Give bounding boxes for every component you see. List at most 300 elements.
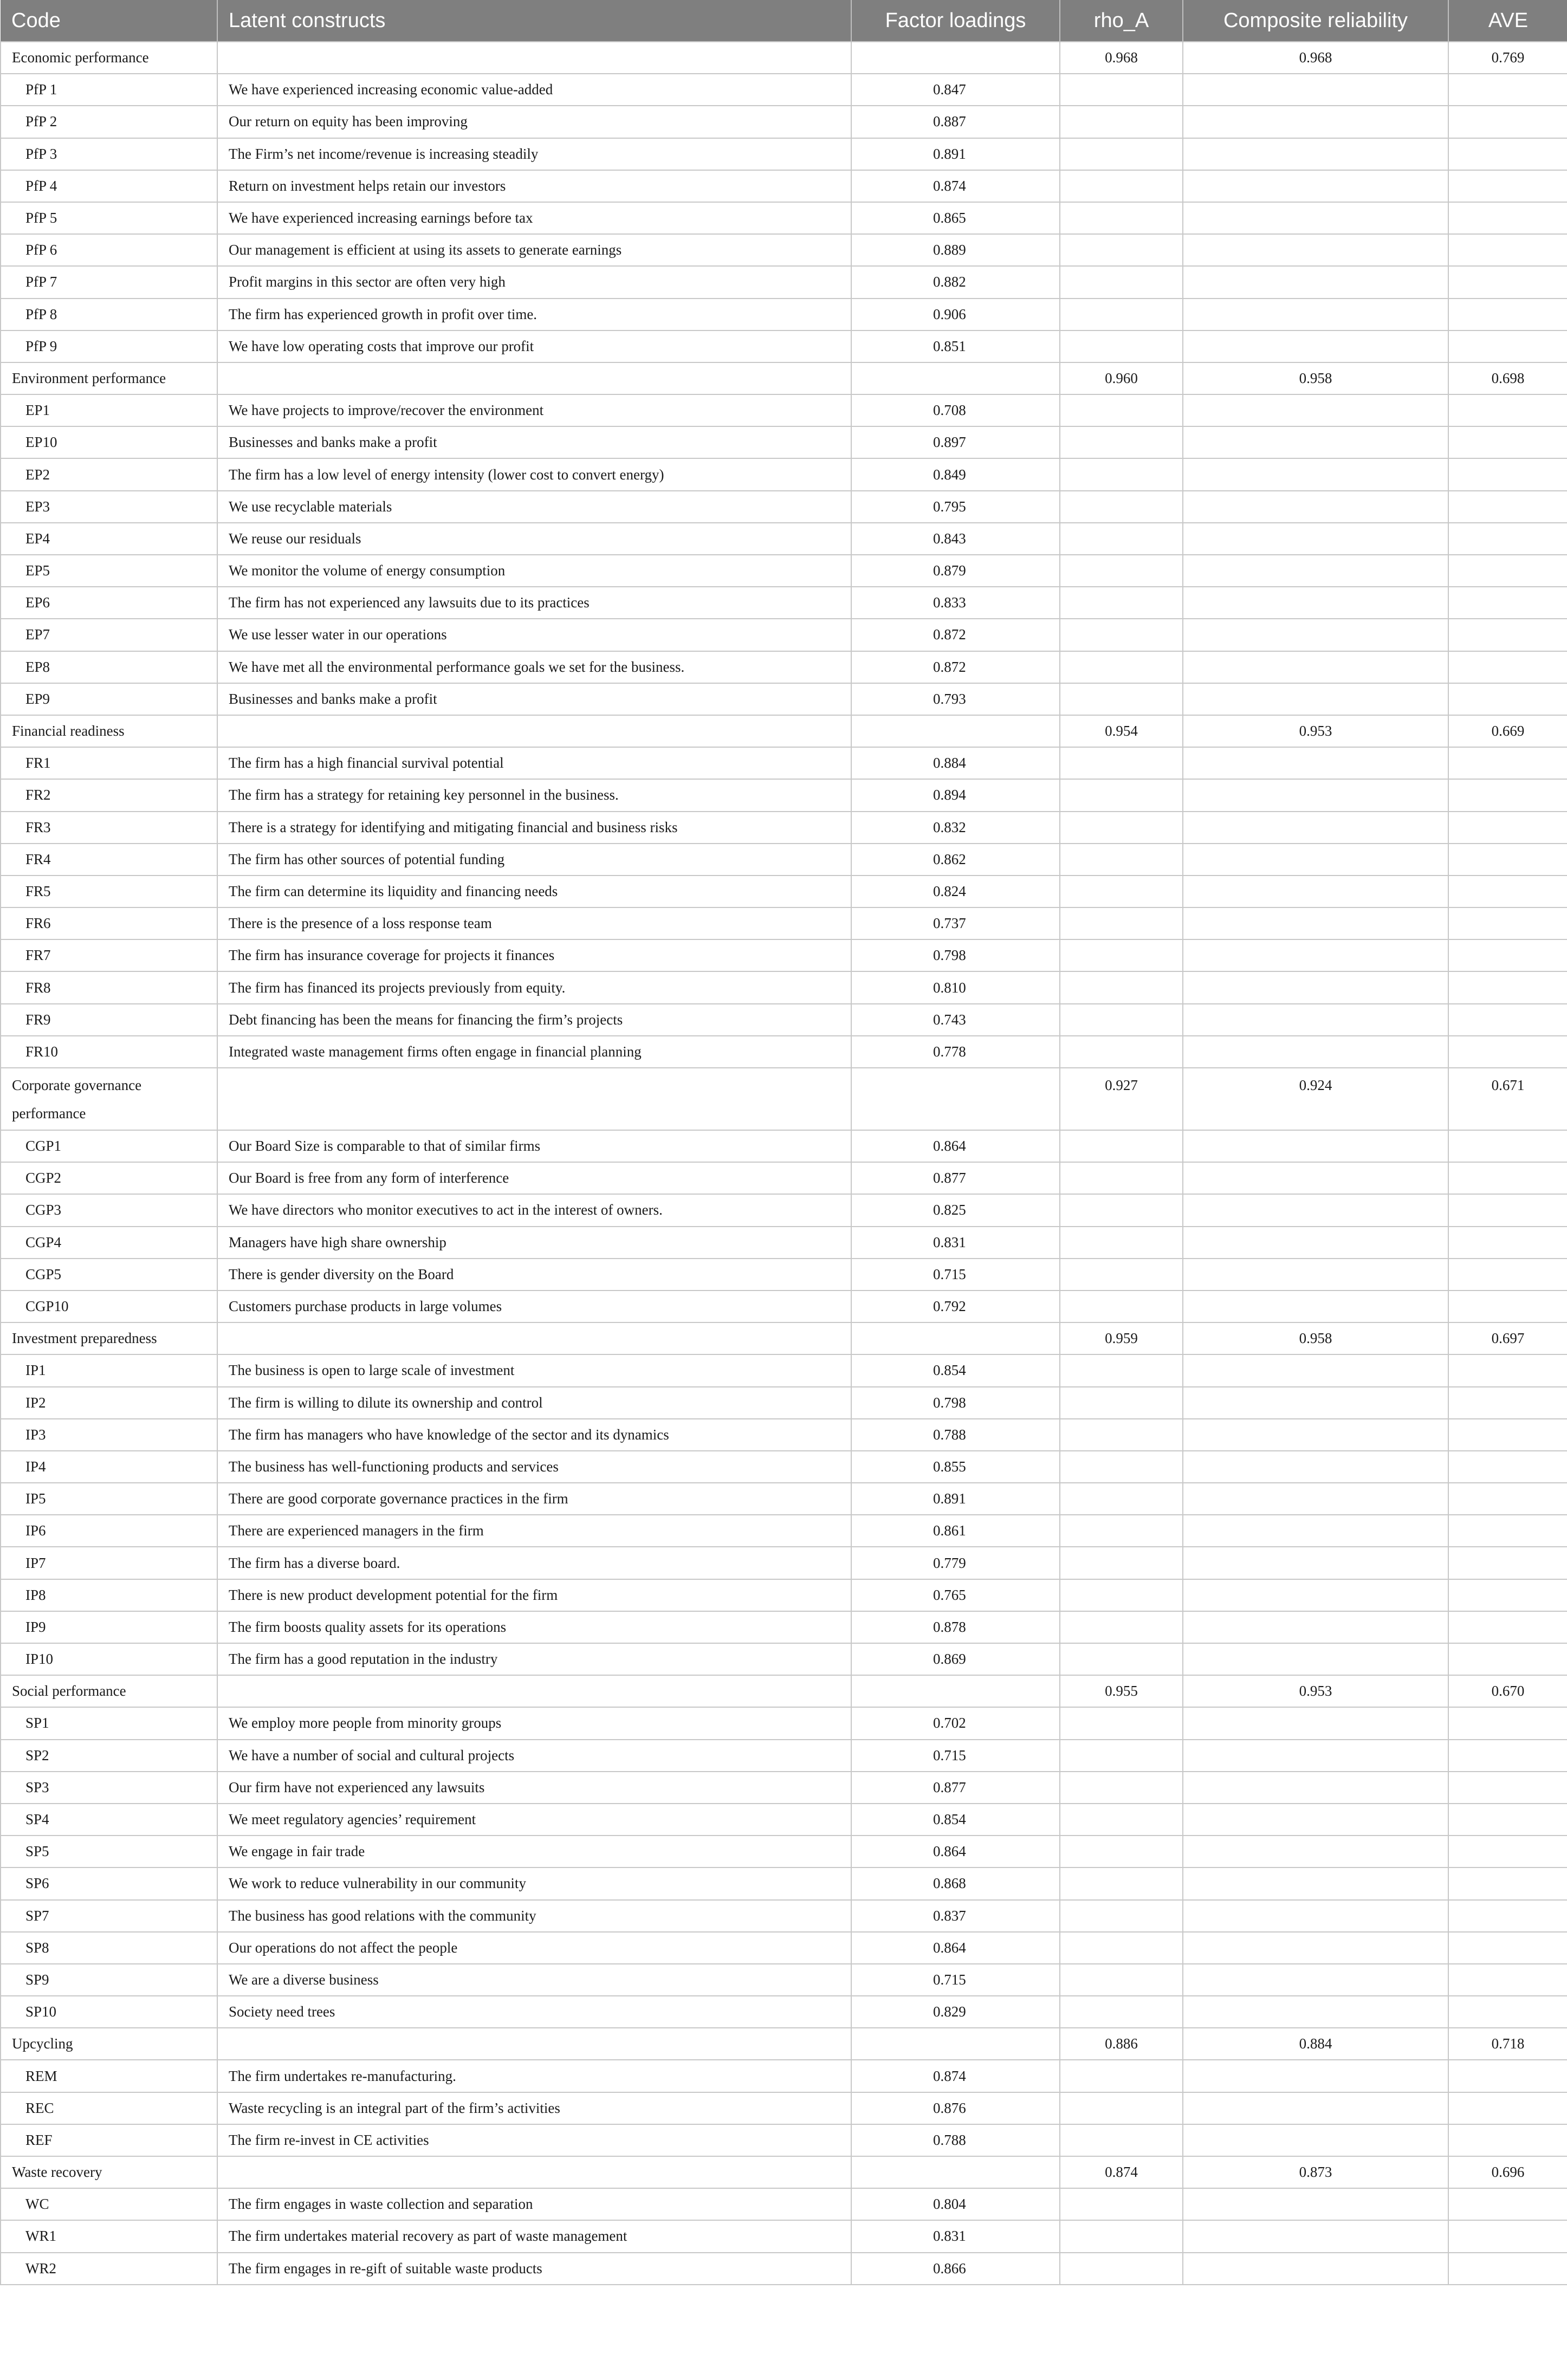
item-statement: Our firm have not experienced any lawsuits: [217, 1772, 851, 1804]
factor-loading-value: 0.831: [851, 1227, 1060, 1259]
empty-cell: [1183, 523, 1448, 555]
construct-blank-cell: [851, 2156, 1060, 2188]
empty-cell: [1448, 1707, 1567, 1739]
item-statement: The firm has a good reputation in the industry: [217, 1643, 851, 1675]
construct-blank-cell: [217, 2028, 851, 2060]
empty-cell: [1448, 1162, 1567, 1194]
empty-cell: [1448, 2060, 1567, 2092]
empty-cell: [1448, 812, 1567, 844]
factor-loading-value: 0.889: [851, 234, 1060, 266]
construct-blank-cell: [217, 1675, 851, 1707]
construct-blank-cell: [217, 1322, 851, 1354]
table-row: [1, 1194, 1567, 1226]
factor-loading-value: 0.864: [851, 1836, 1060, 1867]
item-statement: Managers have high share ownership: [217, 1227, 851, 1259]
item-statement: There are experienced managers in the firm: [217, 1515, 851, 1547]
table-row: [1, 1259, 1567, 1290]
empty-cell: [1448, 394, 1567, 426]
empty-cell: [1060, 2060, 1183, 2092]
factor-loading-value: 0.847: [851, 74, 1060, 106]
item-code: EP8: [1, 651, 217, 683]
item-statement: The firm boosts quality assets for its operations: [217, 1611, 851, 1643]
composite-reliability-value: 0.953: [1183, 715, 1448, 747]
empty-cell: [1183, 1867, 1448, 1899]
table-row: [1, 1611, 1567, 1643]
item-code: REC: [1, 2092, 217, 2124]
factor-loading-value: 0.793: [851, 683, 1060, 715]
table-row: [1, 523, 1567, 555]
empty-cell: [1183, 587, 1448, 619]
empty-cell: [1060, 939, 1183, 971]
empty-cell: [1060, 651, 1183, 683]
factor-loading-value: 0.874: [851, 2060, 1060, 2092]
item-code: IP10: [1, 1643, 217, 1675]
table-row: [1, 330, 1567, 362]
item-code: FR10: [1, 1036, 217, 1068]
empty-cell: [1183, 1004, 1448, 1036]
item-statement: We meet regulatory agencies’ requirement: [217, 1804, 851, 1836]
factor-loading-value: 0.831: [851, 2220, 1060, 2252]
empty-cell: [1448, 74, 1567, 106]
factor-loading-value: 0.832: [851, 812, 1060, 844]
empty-cell: [1183, 106, 1448, 138]
factor-loading-value: 0.843: [851, 523, 1060, 555]
factor-loading-value: 0.854: [851, 1354, 1060, 1386]
empty-cell: [1060, 234, 1183, 266]
item-code: CGP10: [1, 1290, 217, 1322]
item-statement: Our Board is free from any form of interference: [217, 1162, 851, 1194]
empty-cell: [1060, 202, 1183, 234]
empty-cell: [1448, 1387, 1567, 1419]
factor-loading-value: 0.825: [851, 1194, 1060, 1226]
item-code: PfP 4: [1, 170, 217, 202]
table-row: [1, 1290, 1567, 1322]
item-statement: Businesses and banks make a profit: [217, 426, 851, 458]
construct-name: Financial readiness: [1, 715, 217, 747]
factor-loading-value: 0.715: [851, 1964, 1060, 1996]
item-statement: We are a diverse business: [217, 1964, 851, 1996]
empty-cell: [1060, 1036, 1183, 1068]
construct-name: Social performance: [1, 1675, 217, 1707]
empty-cell: [1060, 1772, 1183, 1804]
table-row: [1, 234, 1567, 266]
empty-cell: [1060, 1836, 1183, 1867]
table-row: [1, 812, 1567, 844]
table-row: [1, 1227, 1567, 1259]
item-statement: The firm re-invest in CE activities: [217, 2124, 851, 2156]
empty-cell: [1183, 1707, 1448, 1739]
table-row: [1, 1387, 1567, 1419]
rho-a-value: 0.886: [1060, 2028, 1183, 2060]
empty-cell: [1448, 1964, 1567, 1996]
item-code: SP10: [1, 1996, 217, 2028]
composite-reliability-value: 0.953: [1183, 1675, 1448, 1707]
empty-cell: [1060, 523, 1183, 555]
empty-cell: [1060, 170, 1183, 202]
empty-cell: [1060, 106, 1183, 138]
ave-value: 0.669: [1448, 715, 1567, 747]
item-code: EP1: [1, 394, 217, 426]
item-statement: The firm is willing to dilute its ownership and control: [217, 1387, 851, 1419]
empty-cell: [1183, 394, 1448, 426]
empty-cell: [1183, 1162, 1448, 1194]
item-code: FR9: [1, 1004, 217, 1036]
item-code: SP1: [1, 1707, 217, 1739]
construct-name: Upcycling: [1, 2028, 217, 2060]
table-row: [1, 2060, 1567, 2092]
factor-loading-value: 0.891: [851, 138, 1060, 170]
item-statement: The business has good relations with the community: [217, 1900, 851, 1932]
item-code: IP3: [1, 1419, 217, 1451]
empty-cell: [1060, 1964, 1183, 1996]
item-statement: Integrated waste management firms often engage in financial planning: [217, 1036, 851, 1068]
empty-cell: [1060, 2124, 1183, 2156]
empty-cell: [1448, 1900, 1567, 1932]
item-code: REM: [1, 2060, 217, 2092]
empty-cell: [1448, 1036, 1567, 1068]
item-statement: Society need trees: [217, 1996, 851, 2028]
table-row: [1, 426, 1567, 458]
empty-cell: [1183, 1740, 1448, 1772]
empty-cell: [1448, 2092, 1567, 2124]
table-row: [1, 1419, 1567, 1451]
item-code: CGP2: [1, 1162, 217, 1194]
item-code: SP6: [1, 1867, 217, 1899]
item-code: SP9: [1, 1964, 217, 1996]
empty-cell: [1060, 138, 1183, 170]
item-statement: We use recyclable materials: [217, 491, 851, 523]
factor-loading-value: 0.829: [851, 1996, 1060, 2028]
rho-a-value: 0.874: [1060, 2156, 1183, 2188]
item-statement: We have met all the environmental performance goals we set for the business.: [217, 651, 851, 683]
item-code: SP2: [1, 1740, 217, 1772]
factor-loading-value: 0.779: [851, 1547, 1060, 1579]
empty-cell: [1183, 747, 1448, 779]
item-statement: Waste recycling is an integral part of the firm’s activities: [217, 2092, 851, 2124]
table-row: [1, 619, 1567, 651]
factor-loading-value: 0.894: [851, 779, 1060, 811]
empty-cell: [1448, 555, 1567, 587]
construct-row: [1, 42, 1567, 74]
factor-loading-value: 0.798: [851, 1387, 1060, 1419]
construct-row: [1, 362, 1567, 394]
empty-cell: [1060, 1996, 1183, 2028]
header-row: [1, 0, 1567, 42]
table-row: [1, 587, 1567, 619]
item-code: FR1: [1, 747, 217, 779]
item-statement: The business has well-functioning products and services: [217, 1451, 851, 1483]
ave-value: 0.698: [1448, 362, 1567, 394]
empty-cell: [1060, 1227, 1183, 1259]
factor-loading-value: 0.868: [851, 1867, 1060, 1899]
empty-cell: [1183, 779, 1448, 811]
item-statement: The firm has not experienced any lawsuits due to its practices: [217, 587, 851, 619]
item-code: CGP4: [1, 1227, 217, 1259]
table-row: [1, 1515, 1567, 1547]
empty-cell: [1448, 587, 1567, 619]
construct-blank-cell: [217, 362, 851, 394]
empty-cell: [1183, 1419, 1448, 1451]
item-statement: The firm has a strategy for retaining key personnel in the business.: [217, 779, 851, 811]
empty-cell: [1183, 1836, 1448, 1867]
empty-cell: [1183, 330, 1448, 362]
empty-cell: [1183, 876, 1448, 907]
item-code: PfP 7: [1, 266, 217, 298]
rho-a-value: 0.955: [1060, 1675, 1183, 1707]
table-row: [1, 1130, 1567, 1162]
item-statement: Businesses and banks make a profit: [217, 683, 851, 715]
empty-cell: [1448, 1643, 1567, 1675]
table-row: [1, 266, 1567, 298]
empty-cell: [1448, 779, 1567, 811]
empty-cell: [1448, 330, 1567, 362]
composite-reliability-value: 0.924: [1183, 1068, 1448, 1130]
item-statement: There is new product development potential for the firm: [217, 1579, 851, 1611]
table-row: [1, 458, 1567, 490]
empty-cell: [1183, 1996, 1448, 2028]
empty-cell: [1060, 1804, 1183, 1836]
empty-cell: [1060, 779, 1183, 811]
empty-cell: [1183, 1130, 1448, 1162]
empty-cell: [1183, 1611, 1448, 1643]
empty-cell: [1060, 1354, 1183, 1386]
empty-cell: [1448, 1227, 1567, 1259]
empty-cell: [1183, 234, 1448, 266]
header-latent-constructs: Latent constructs: [217, 0, 851, 42]
empty-cell: [1183, 907, 1448, 939]
item-code: FR2: [1, 779, 217, 811]
item-statement: We have directors who monitor executives to act in the interest of owners.: [217, 1194, 851, 1226]
composite-reliability-value: 0.958: [1183, 1322, 1448, 1354]
item-code: IP9: [1, 1611, 217, 1643]
item-code: IP2: [1, 1387, 217, 1419]
factor-loading-value: 0.804: [851, 2188, 1060, 2220]
header-rho-a: rho_A: [1060, 0, 1183, 42]
table-row: [1, 1867, 1567, 1899]
empty-cell: [1183, 1387, 1448, 1419]
factor-loading-value: 0.855: [851, 1451, 1060, 1483]
table-row: [1, 1004, 1567, 1036]
construct-blank-cell: [217, 42, 851, 74]
factor-loading-value: 0.897: [851, 426, 1060, 458]
rho-a-value: 0.968: [1060, 42, 1183, 74]
empty-cell: [1183, 2188, 1448, 2220]
ave-value: 0.670: [1448, 1675, 1567, 1707]
empty-cell: [1448, 202, 1567, 234]
empty-cell: [1448, 1867, 1567, 1899]
table-row: [1, 491, 1567, 523]
empty-cell: [1183, 1579, 1448, 1611]
empty-cell: [1448, 1194, 1567, 1226]
factor-loading-value: 0.864: [851, 1932, 1060, 1964]
construct-row: [1, 2156, 1567, 2188]
item-code: EP7: [1, 619, 217, 651]
table-row: [1, 1162, 1567, 1194]
empty-cell: [1060, 299, 1183, 330]
empty-cell: [1060, 619, 1183, 651]
factor-loading-value: 0.788: [851, 1419, 1060, 1451]
empty-cell: [1448, 1451, 1567, 1483]
empty-cell: [1448, 1483, 1567, 1515]
empty-cell: [1060, 1259, 1183, 1290]
empty-cell: [1060, 1130, 1183, 1162]
table-row: [1, 683, 1567, 715]
empty-cell: [1448, 1740, 1567, 1772]
table-row: [1, 2253, 1567, 2285]
empty-cell: [1060, 2188, 1183, 2220]
factor-loading-value: 0.778: [851, 1036, 1060, 1068]
item-code: PfP 8: [1, 299, 217, 330]
empty-cell: [1060, 491, 1183, 523]
table-row: [1, 299, 1567, 330]
construct-blank-cell: [851, 1068, 1060, 1130]
table-row: [1, 1036, 1567, 1068]
factor-loading-value: 0.891: [851, 1483, 1060, 1515]
table-row: [1, 2220, 1567, 2252]
empty-cell: [1060, 1707, 1183, 1739]
construct-blank-cell: [217, 2156, 851, 2188]
table-row: [1, 1836, 1567, 1867]
table-row: [1, 202, 1567, 234]
factor-loading-value: 0.824: [851, 876, 1060, 907]
empty-cell: [1448, 426, 1567, 458]
empty-cell: [1183, 1900, 1448, 1932]
construct-row: [1, 715, 1567, 747]
empty-cell: [1448, 1772, 1567, 1804]
item-statement: We have a number of social and cultural projects: [217, 1740, 851, 1772]
ave-value: 0.769: [1448, 42, 1567, 74]
empty-cell: [1448, 939, 1567, 971]
table-row: [1, 1804, 1567, 1836]
factor-loading-value: 0.854: [851, 1804, 1060, 1836]
empty-cell: [1183, 170, 1448, 202]
empty-cell: [1183, 619, 1448, 651]
ave-value: 0.718: [1448, 2028, 1567, 2060]
factor-loading-value: 0.864: [851, 1130, 1060, 1162]
empty-cell: [1448, 138, 1567, 170]
factor-loading-value: 0.872: [851, 651, 1060, 683]
factor-loading-value: 0.837: [851, 1900, 1060, 1932]
item-statement: Our management is efficient at using its assets to generate earnings: [217, 234, 851, 266]
factor-loading-value: 0.877: [851, 1162, 1060, 1194]
item-code: SP8: [1, 1932, 217, 1964]
empty-cell: [1183, 939, 1448, 971]
item-statement: We employ more people from minority groups: [217, 1707, 851, 1739]
item-code: FR8: [1, 971, 217, 1003]
factor-loading-value: 0.702: [851, 1707, 1060, 1739]
table-row: [1, 1483, 1567, 1515]
item-code: FR6: [1, 907, 217, 939]
factor-loading-value: 0.887: [851, 106, 1060, 138]
item-statement: The firm engages in re-gift of suitable waste products: [217, 2253, 851, 2285]
empty-cell: [1183, 2060, 1448, 2092]
item-code: EP9: [1, 683, 217, 715]
empty-cell: [1183, 844, 1448, 876]
table-row: [1, 1964, 1567, 1996]
empty-cell: [1448, 1932, 1567, 1964]
item-code: WR2: [1, 2253, 217, 2285]
empty-cell: [1448, 2253, 1567, 2285]
item-code: IP8: [1, 1579, 217, 1611]
empty-cell: [1448, 1611, 1567, 1643]
empty-cell: [1448, 1547, 1567, 1579]
empty-cell: [1060, 2253, 1183, 2285]
empty-cell: [1448, 907, 1567, 939]
empty-cell: [1060, 1419, 1183, 1451]
construct-blank-cell: [851, 362, 1060, 394]
factor-loading-value: 0.708: [851, 394, 1060, 426]
item-statement: The firm has a high financial survival potential: [217, 747, 851, 779]
empty-cell: [1448, 1515, 1567, 1547]
empty-cell: [1060, 1162, 1183, 1194]
table-row: [1, 1643, 1567, 1675]
item-statement: The firm has a diverse board.: [217, 1547, 851, 1579]
empty-cell: [1448, 971, 1567, 1003]
empty-cell: [1183, 1194, 1448, 1226]
table-row: [1, 1451, 1567, 1483]
empty-cell: [1183, 1290, 1448, 1322]
item-code: WC: [1, 2188, 217, 2220]
construct-row: [1, 1322, 1567, 1354]
item-code: PfP 6: [1, 234, 217, 266]
empty-cell: [1060, 330, 1183, 362]
construct-blank-cell: [217, 1068, 851, 1130]
empty-cell: [1448, 2188, 1567, 2220]
item-code: IP1: [1, 1354, 217, 1386]
construct-blank-cell: [851, 715, 1060, 747]
factor-loading-value: 0.792: [851, 1290, 1060, 1322]
empty-cell: [1448, 491, 1567, 523]
item-code: PfP 1: [1, 74, 217, 106]
table-row: [1, 939, 1567, 971]
item-statement: The firm has other sources of potential funding: [217, 844, 851, 876]
empty-cell: [1448, 1836, 1567, 1867]
item-statement: We have experienced increasing earnings before tax: [217, 202, 851, 234]
item-code: CGP5: [1, 1259, 217, 1290]
empty-cell: [1183, 683, 1448, 715]
empty-cell: [1448, 106, 1567, 138]
empty-cell: [1183, 266, 1448, 298]
item-code: PfP 5: [1, 202, 217, 234]
empty-cell: [1060, 1004, 1183, 1036]
empty-cell: [1183, 1036, 1448, 1068]
table-row: [1, 106, 1567, 138]
empty-cell: [1183, 1227, 1448, 1259]
factor-loading-value: 0.833: [851, 587, 1060, 619]
item-code: WR1: [1, 2220, 217, 2252]
table-row: [1, 907, 1567, 939]
empty-cell: [1448, 170, 1567, 202]
item-code: PfP 3: [1, 138, 217, 170]
empty-cell: [1448, 683, 1567, 715]
table-body: [1, 42, 1567, 2285]
empty-cell: [1060, 1387, 1183, 1419]
empty-cell: [1060, 1194, 1183, 1226]
factor-loading-value: 0.877: [851, 1772, 1060, 1804]
item-statement: We engage in fair trade: [217, 1836, 851, 1867]
item-statement: Return on investment helps retain our investors: [217, 170, 851, 202]
item-code: EP6: [1, 587, 217, 619]
empty-cell: [1060, 1740, 1183, 1772]
table-row: [1, 844, 1567, 876]
empty-cell: [1183, 2124, 1448, 2156]
empty-cell: [1183, 1547, 1448, 1579]
empty-cell: [1183, 2253, 1448, 2285]
empty-cell: [1448, 1259, 1567, 1290]
rho-a-value: 0.960: [1060, 362, 1183, 394]
empty-cell: [1060, 876, 1183, 907]
factor-loading-value: 0.865: [851, 202, 1060, 234]
